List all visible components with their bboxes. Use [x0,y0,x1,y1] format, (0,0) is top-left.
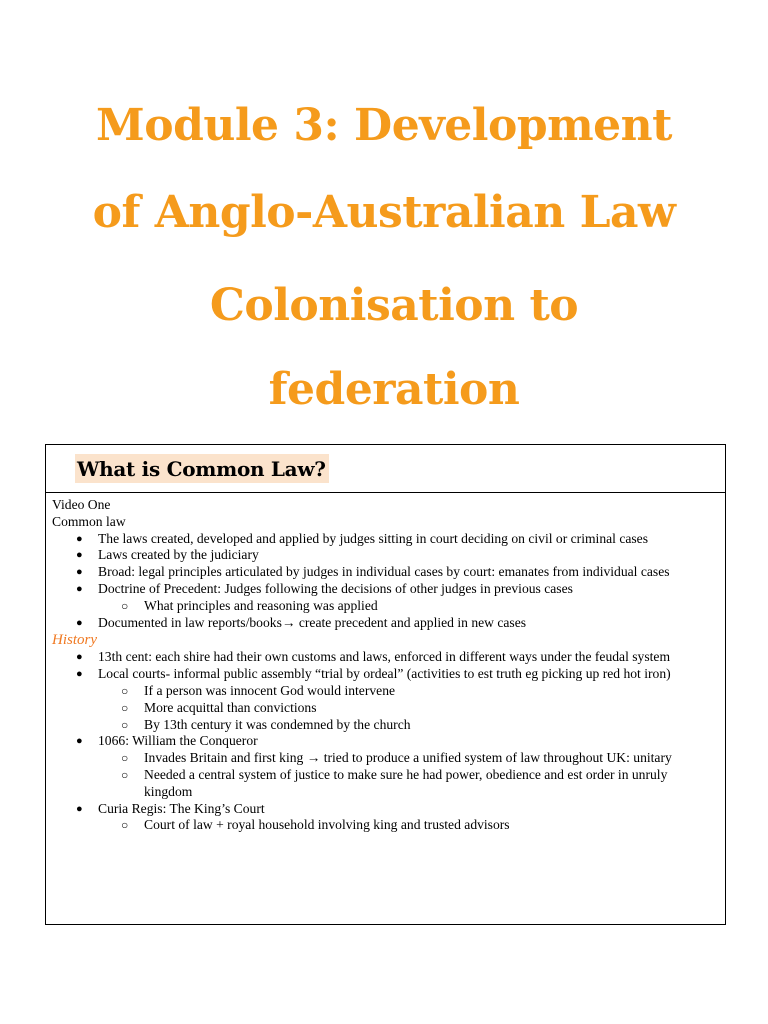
list-item [52,666,719,683]
sub-list-item-text: What principles and reasoning was applied [144,597,378,613]
bullet-icon: ● [76,532,83,545]
sub-list-item-text: If a person was innocent God would intervene [144,682,396,698]
title-line-1: Module 3: Development [96,100,672,151]
list-item-text: The laws created, developed and applied by judges sitting in court deciding on civil or criminal cases [98,530,649,546]
list-item-text: 1066: William the Conqueror [98,733,258,749]
sub-list-item [52,717,719,734]
intro-line: Common law [52,513,126,529]
list-item-text: Local courts- informal public assembly “trial by ordeal” (activities to est truth eg picking up red hot iron) [98,666,671,682]
bullet-icon: ● [76,651,83,664]
sub-list-item [52,598,719,615]
list-item [52,649,719,666]
bullet-list-common-law [52,531,719,632]
history-label: History [52,632,97,649]
notes-box [45,444,726,925]
section-heading: What is Common Law? [75,454,329,483]
bullet-icon: ● [76,549,83,562]
hollow-bullet-icon: ○ [121,717,129,732]
box-header [46,445,725,493]
list-item [52,733,719,750]
list-item [52,801,719,818]
list-item-text: Documented in law reports/books→ create precedent and applied in new cases [98,614,527,630]
sub-list-item-text: Needed a central system of justice to make sure he had power, obedience and est order in unruly kingdom [144,766,668,799]
sub-list-item [52,767,719,801]
hollow-bullet-icon: ○ [121,751,129,766]
sub-list-item [52,700,719,717]
bullet-icon: ● [76,582,83,595]
sub-list-item-text: Invades Britain and first king → tried to produce a unified system of law throughout UK: unitary [144,750,672,766]
hollow-bullet-icon: ○ [121,767,129,782]
bullet-list-history [52,649,719,834]
sub-list-item [52,750,719,767]
list-item-text: Laws created by the judiciary [98,547,259,563]
bullet-icon: ● [76,616,83,629]
list-item [52,531,719,548]
list-item [52,615,719,632]
hollow-bullet-icon: ○ [121,700,129,715]
list-item [52,581,719,598]
box-body [46,493,725,834]
hollow-bullet-icon: ○ [121,818,129,833]
list-item-text: Broad: legal principles articulated by judges in individual cases by court: emanates from individual cases [98,564,670,580]
list-item-text: Curia Regis: The King’s Court [98,800,265,816]
title-line-2: of Anglo-Australian Law [92,187,676,238]
sub-list-item-text: Court of law + royal household involving king and trusted advisors [144,817,510,833]
intro-line: Video One [52,497,111,512]
subtitle-line-2: federation [268,364,520,415]
sub-list-item [52,683,719,700]
subtitle-line-1: Colonisation to [209,280,579,331]
list-item [52,564,719,581]
hollow-bullet-icon: ○ [121,598,129,613]
hollow-bullet-icon: ○ [121,683,129,698]
bullet-icon: ● [76,735,83,748]
bullet-icon: ● [76,668,83,681]
bullet-icon: ● [76,802,83,815]
sub-list-item-text: More acquittal than convictions [144,699,317,715]
list-item-text: 13th cent: each shire had their own customs and laws, enforced in different ways under the feudal system [98,649,671,665]
sub-list-item-text: By 13th century it was condemned by the church [144,716,411,732]
list-item [52,547,719,564]
bullet-icon: ● [76,566,83,579]
list-item-text: Doctrine of Precedent: Judges following the decisions of other judges in previous cases [98,580,573,596]
sub-list-item [52,817,719,834]
